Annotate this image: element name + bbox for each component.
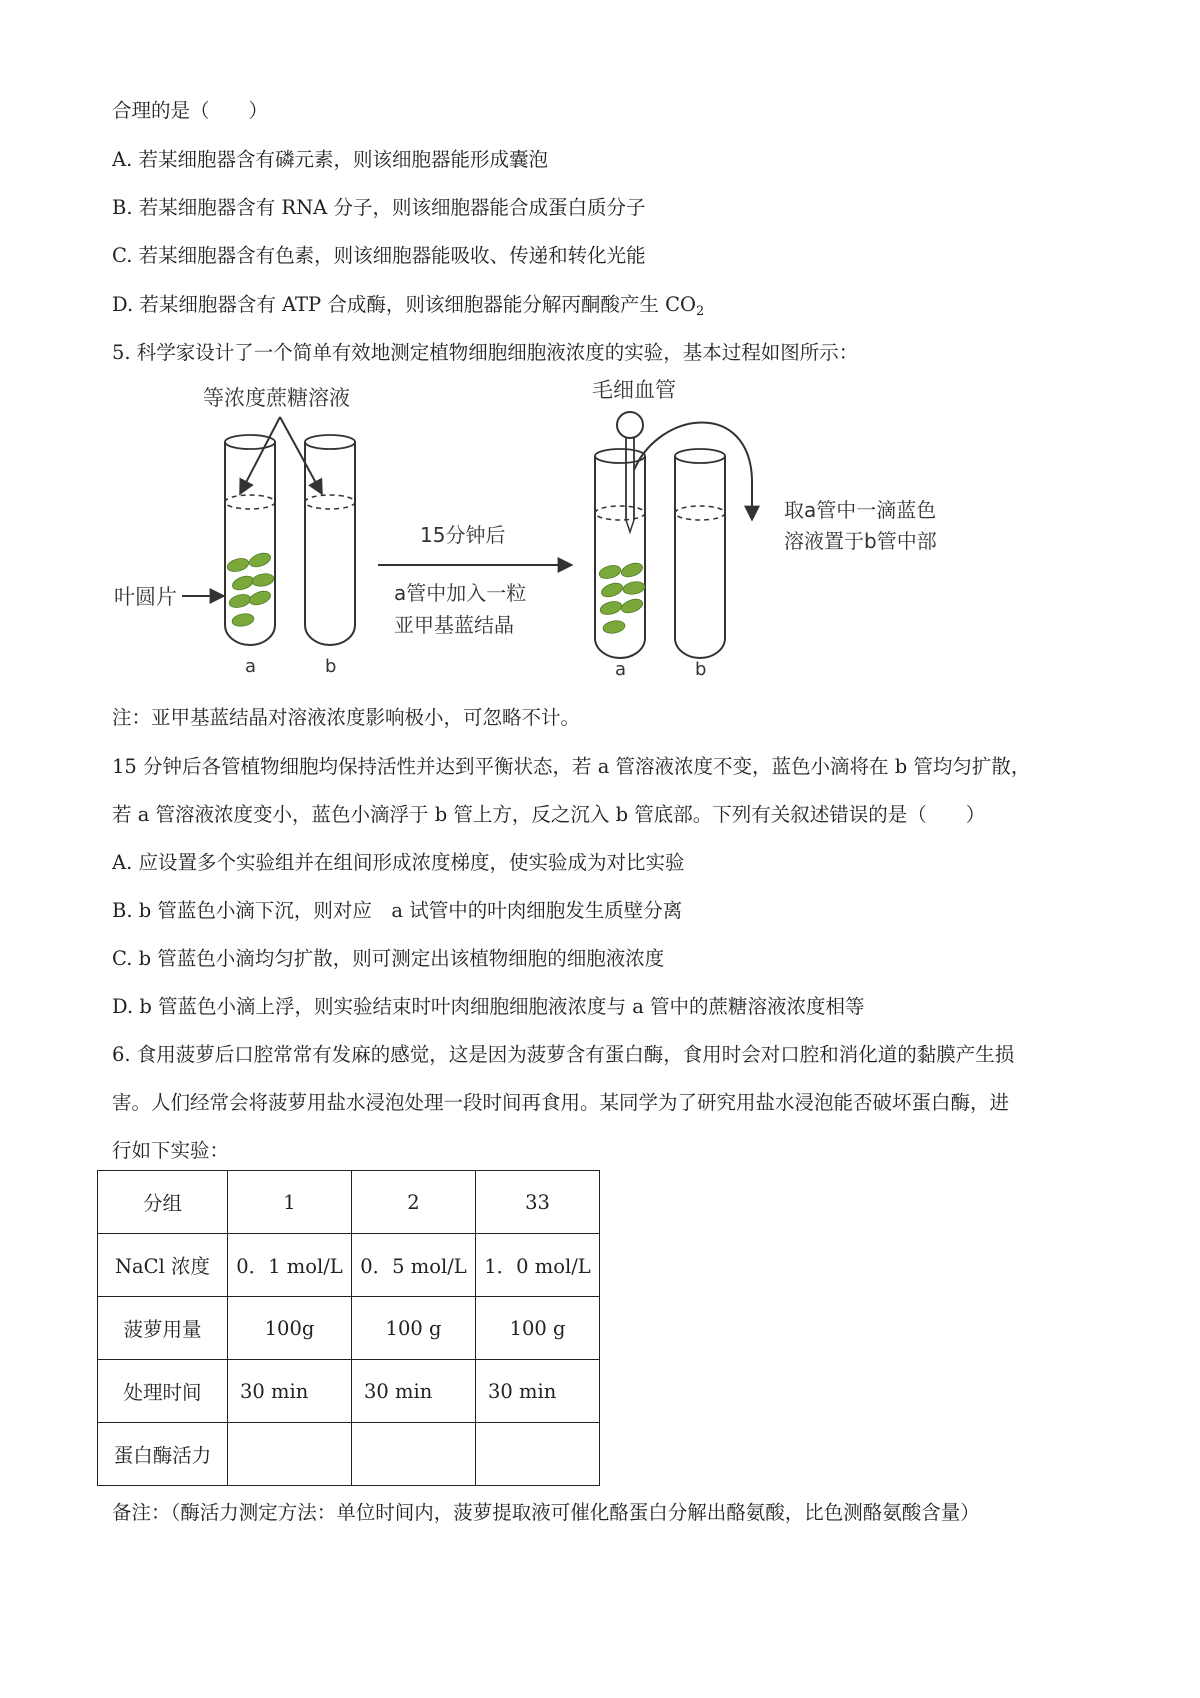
table-cell: 0．5 mol/L <box>352 1234 476 1297</box>
table-cell <box>228 1423 352 1486</box>
tube-b-left <box>305 442 355 645</box>
tube-b-right <box>675 456 725 658</box>
question-6-line-2: 害。人们经常会将菠萝用盐水浸泡处理一段时间再食用。某同学为了研究用盐水浸泡能否破坏蛋白酶，进 <box>112 1091 1010 1114</box>
table-cell: 30 min <box>476 1360 600 1423</box>
co2-subscript: 2 <box>695 304 705 319</box>
tube-b-right-rim <box>675 449 725 463</box>
experiment-figure <box>100 370 960 680</box>
tube-b-right-liquid-level <box>675 506 725 520</box>
tube-b-left-liquid-level <box>305 495 355 509</box>
time-label: 15分钟后 <box>420 523 506 547</box>
option-5b: B. b 管蓝色小滴下沉，则对应 a 试管中的叶肉细胞发生质壁分离 <box>112 899 683 922</box>
add-crystal-label-1: a管中加入一粒 <box>394 581 527 605</box>
figure-note: 注：亚甲基蓝结晶对溶液浓度影响极小，可忽略不计。 <box>112 706 581 729</box>
table-cell: 30 min <box>228 1360 352 1423</box>
table-cell: 100g <box>228 1297 352 1360</box>
option-4d-text: D. 若某细胞器含有 ATP 合成酶，则该细胞器能分解丙酮酸产生 CO <box>112 293 696 316</box>
option-5c: C. b 管蓝色小滴均匀扩散，则可测定出该植物细胞的细胞液浓度 <box>112 947 665 970</box>
table-cell: 分组 <box>98 1171 228 1234</box>
leaf-discs-left <box>226 551 275 628</box>
add-crystal-label-2: 亚甲基蓝结晶 <box>394 613 514 637</box>
table-row <box>98 1423 600 1486</box>
arrow-to-tube-b <box>280 417 322 494</box>
tube-b-left-rim <box>305 435 355 449</box>
capillary-label: 毛细血管 <box>592 378 676 402</box>
option-5a: A. 应设置多个实验组并在组间形成浓度梯度，使实验成为对比实验 <box>112 851 685 874</box>
option-4c: C. 若某细胞器含有色素，则该细胞器能吸收、传递和转化光能 <box>112 244 646 267</box>
table-cell: 菠萝用量 <box>98 1297 228 1360</box>
tube-b-right-label: b <box>695 659 707 680</box>
table-cell: 100 g <box>476 1297 600 1360</box>
table-row <box>98 1171 600 1234</box>
question-4-tail: 合理的是（ ） <box>112 99 269 122</box>
table-cell: 33 <box>476 1171 600 1234</box>
option-4b: B. 若某细胞器含有 RNA 分子，则该细胞器能合成蛋白质分子 <box>112 196 646 219</box>
table-cell: 蛋白酶活力 <box>98 1423 228 1486</box>
leaf-disc-label: 叶圆片 <box>114 585 177 609</box>
tube-a-right-liquid-level <box>595 506 645 520</box>
table-row <box>98 1360 600 1423</box>
table-cell: 30 min <box>352 1360 476 1423</box>
option-4a: A. 若某细胞器含有磷元素，则该细胞器能形成囊泡 <box>112 148 548 171</box>
question-6-line-1: 6. 食用菠萝后口腔常常有发麻的感觉，这是因为菠萝含有蛋白酶，食用时会对口腔和消化道的黏膜产生损 <box>112 1043 1015 1066</box>
question-5-stem: 5. 科学家设计了一个简单有效地测定植物细胞细胞液浓度的实验，基本过程如图所示： <box>112 341 859 364</box>
tube-b-left-label: b <box>325 656 337 677</box>
table-cell: NaCl 浓度 <box>98 1234 228 1297</box>
option-4d <box>112 290 704 327</box>
table-cell <box>352 1423 476 1486</box>
question-5-body-2: 若 a 管溶液浓度变小，蓝色小滴浮于 b 管上方，反之沉入 b 管底部。下列有关叙述错误的是（ ） <box>112 803 986 826</box>
transfer-label-1: 取a管中一滴蓝色 <box>784 498 937 522</box>
table-cell: 1．0 mol/L <box>476 1234 600 1297</box>
table-cell: 100 g <box>352 1297 476 1360</box>
option-5d: D. b 管蓝色小滴上浮，则实验结束时叶肉细胞细胞液浓度与 a 管中的蔗糖溶液浓度相等 <box>112 995 865 1018</box>
solution-label: 等浓度蔗糖溶液 <box>203 386 350 410</box>
transfer-arrow <box>634 423 752 521</box>
table-row <box>98 1234 600 1297</box>
table-cell: 处理时间 <box>98 1360 228 1423</box>
tube-a-right-label: a <box>615 659 627 680</box>
question-5-body-1: 15 分钟后各管植物细胞均保持活性并达到平衡状态，若 a 管溶液浓度不变，蓝色小滴将在 b 管均匀扩散， <box>112 755 1031 778</box>
transfer-label-2: 溶液置于b管中部 <box>784 529 937 553</box>
tube-a-left-liquid-level <box>225 495 275 509</box>
tube-a-left-label: a <box>245 656 257 677</box>
question-6-line-3: 行如下实验： <box>112 1139 230 1162</box>
capillary-pipette <box>617 412 643 532</box>
table-cell: 0．1 mol/L <box>228 1234 352 1297</box>
table-cell: 1 <box>228 1171 352 1234</box>
experiment-table <box>97 1170 600 1486</box>
leaf-discs-right <box>598 561 646 635</box>
table-cell <box>476 1423 600 1486</box>
table-row <box>98 1297 600 1360</box>
table-remark: 备注：（酶活力测定方法：单位时间内，菠萝提取液可催化酪蛋白分解出酪氨酸，比色测酪氨酸含量） <box>112 1501 980 1524</box>
table-cell: 2 <box>352 1171 476 1234</box>
